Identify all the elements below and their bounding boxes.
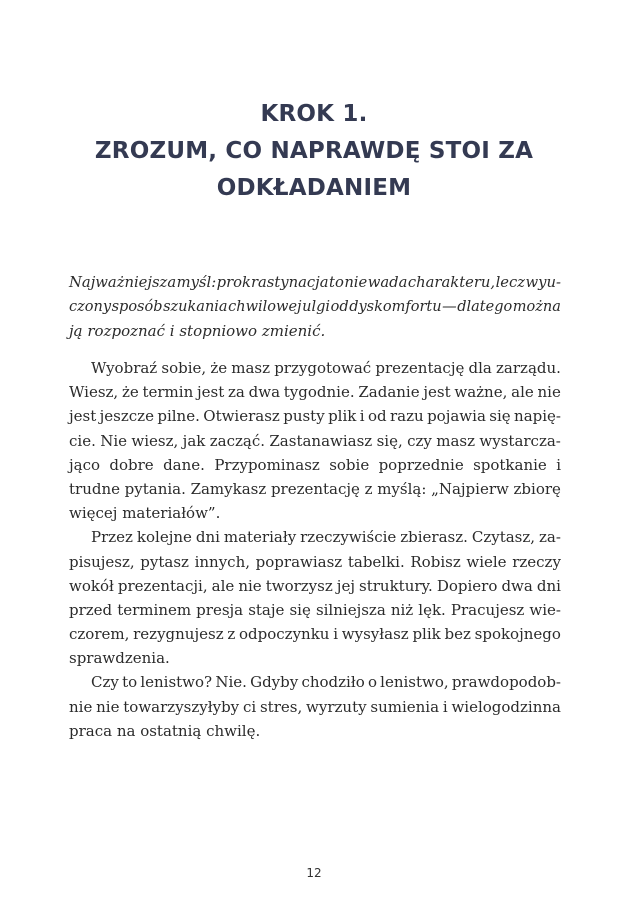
chapter-title	[0, 96, 628, 207]
paragraph-line: nie nie towarzyszyłyby ci stres, wyrzuty sumienia i wielogodzinna	[69, 697, 561, 716]
paragraph-line: jąco dobre dane. Przypominasz sobie poprzednie spotkanie i	[69, 455, 561, 474]
paragraph-line: przed terminem presja staje się silniejsza niż lęk. Pracujesz wie-	[69, 600, 561, 619]
lead-line: Najważniejsza myśl: prokrastynacja to nie wada charakteru, lecz wyu-	[69, 274, 561, 291]
lead-summary	[69, 271, 561, 344]
paragraph-line: cie. Nie wiesz, jak zacząć. Zastanawiasz się, czy masz wystarcza-	[69, 431, 561, 450]
body-paragraphs	[69, 356, 561, 743]
paragraph	[69, 356, 561, 525]
paragraph-line: praca na ostatnią chwilę.	[69, 721, 261, 740]
chapter-title-line: KROK 1.	[260, 101, 368, 127]
paragraph-line: jest jeszcze pilne. Otwierasz pusty plik i od razu pojawia się napię-	[69, 407, 561, 426]
page-number: 12	[306, 866, 322, 880]
paragraph-line: Wyobraź sobie, że masz przygotować prezentację dla zarządu.	[91, 359, 561, 377]
paragraph-line: Czy to lenistwo? Nie. Gdyby chodziło o lenistwo, prawdopodob-	[91, 673, 561, 692]
paragraph-line: Wiesz, że termin jest za dwa tygodnie. Zadanie jest ważne, ale nie	[69, 383, 561, 402]
paragraph-line: więcej materiałów”.	[69, 504, 221, 523]
paragraph-line: sprawdzenia.	[69, 649, 170, 668]
chapter-title-line: ODKŁADANIEM	[216, 175, 412, 201]
paragraph	[69, 670, 561, 743]
paragraph-line: pisujesz, pytasz innych, poprawiasz tabelki. Robisz wiele rzeczy	[69, 552, 561, 571]
paragraph	[69, 525, 561, 670]
lead-line: czony sposób szukania chwilowej ulgi od dyskomfortu — dlatego można	[69, 299, 561, 316]
chapter-title-line: ZROZUM, CO NAPRAWDĘ STOI ZA	[94, 138, 534, 164]
paragraph-line: czorem, rezygnujesz z odpoczynku i wysyłasz plik bez spokojnego	[69, 625, 561, 644]
lead-line: ją rozpoznać i stopniowo zmienić.	[69, 322, 326, 341]
paragraph-line: wokół prezentacji, ale nie tworzysz jej struktury. Dopiero dwa dni	[69, 576, 561, 595]
paragraph-line: trudne pytania. Zamykasz prezentację z myślą: „Najpierw zbiorę	[69, 479, 561, 498]
paragraph-line: Przez kolejne dni materiały rzeczywiście zbierasz. Czytasz, za-	[91, 528, 561, 547]
